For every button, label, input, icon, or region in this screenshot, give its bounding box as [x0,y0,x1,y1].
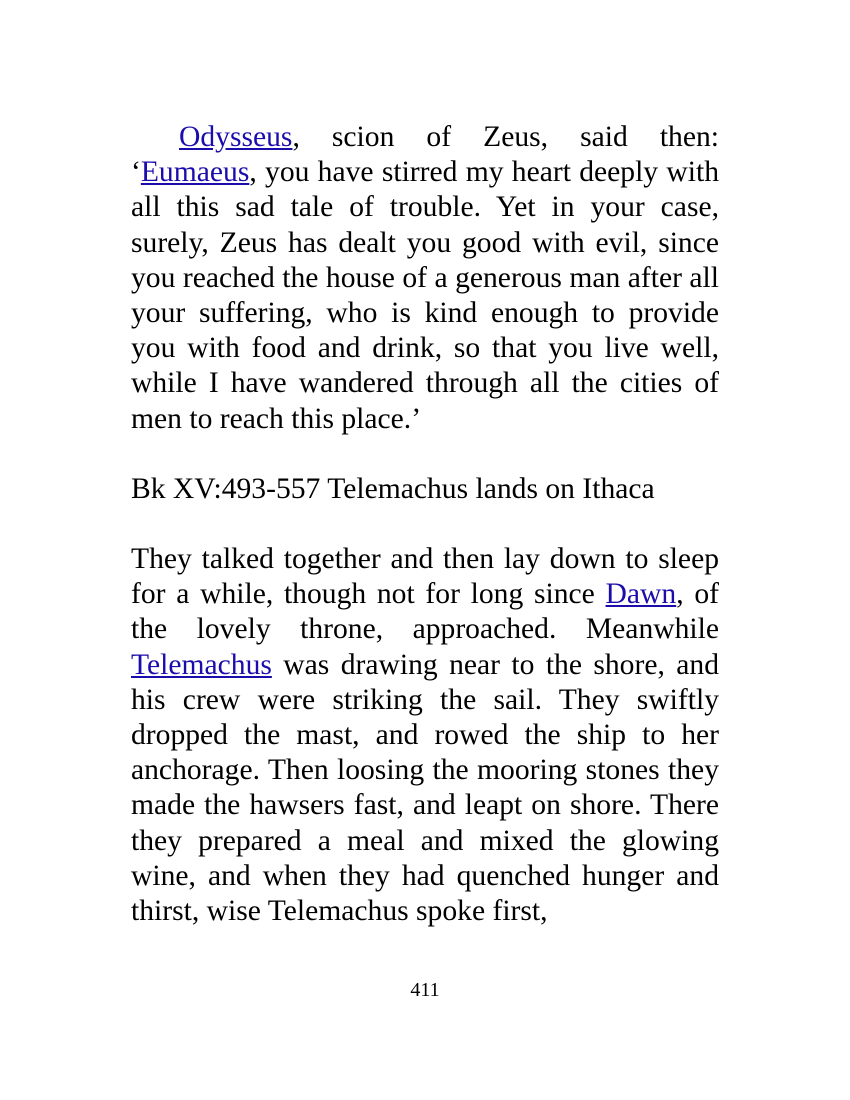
link-telemachus[interactable]: Telemachus [131,648,272,681]
paragraph-text: , of the lovely throne, approached. Meanwhile [131,578,719,646]
page-number: 411 [410,979,440,1001]
paragraph-text: They talked together and then lay down to sleep for a while, though not for long since [131,543,719,611]
paragraph-odysseus-speech [131,120,719,437]
paragraph-text: , scion of Zeus, said then: ‘ [131,121,719,189]
section-heading: Bk XV:493-557 Telemachus lands on Ithaca [131,472,655,505]
link-odysseus[interactable]: Odysseus [179,121,293,153]
page-content [131,120,719,929]
link-dawn[interactable]: Dawn [605,578,677,611]
paragraph-text: , you have stirred my heart deeply with all this sad tale of trouble. Yet in your case, surely, Zeus has dealt you good with evil, since you reached the house of a generous man after all your suffering, who is kind enough to provide you with food and drink, so that you live well, while I have wandered through all the cities of men to reach this place.’ [131,156,719,435]
paragraph-telemachus-lands [131,542,719,929]
paragraph-text: was drawing near to the shore, and his crew were striking the sail. They swiftly dropped the mast, and rowed the ship to her anchorage. Then loosing the mooring stones they made the hawsers fast, and leapt on shore. There they prepared a meal and mixed the glowing wine, and when they had quenched hunger and thirst, wise Telemachus spoke first, [131,648,719,928]
link-eumaeus[interactable]: Eumaeus [140,156,250,189]
